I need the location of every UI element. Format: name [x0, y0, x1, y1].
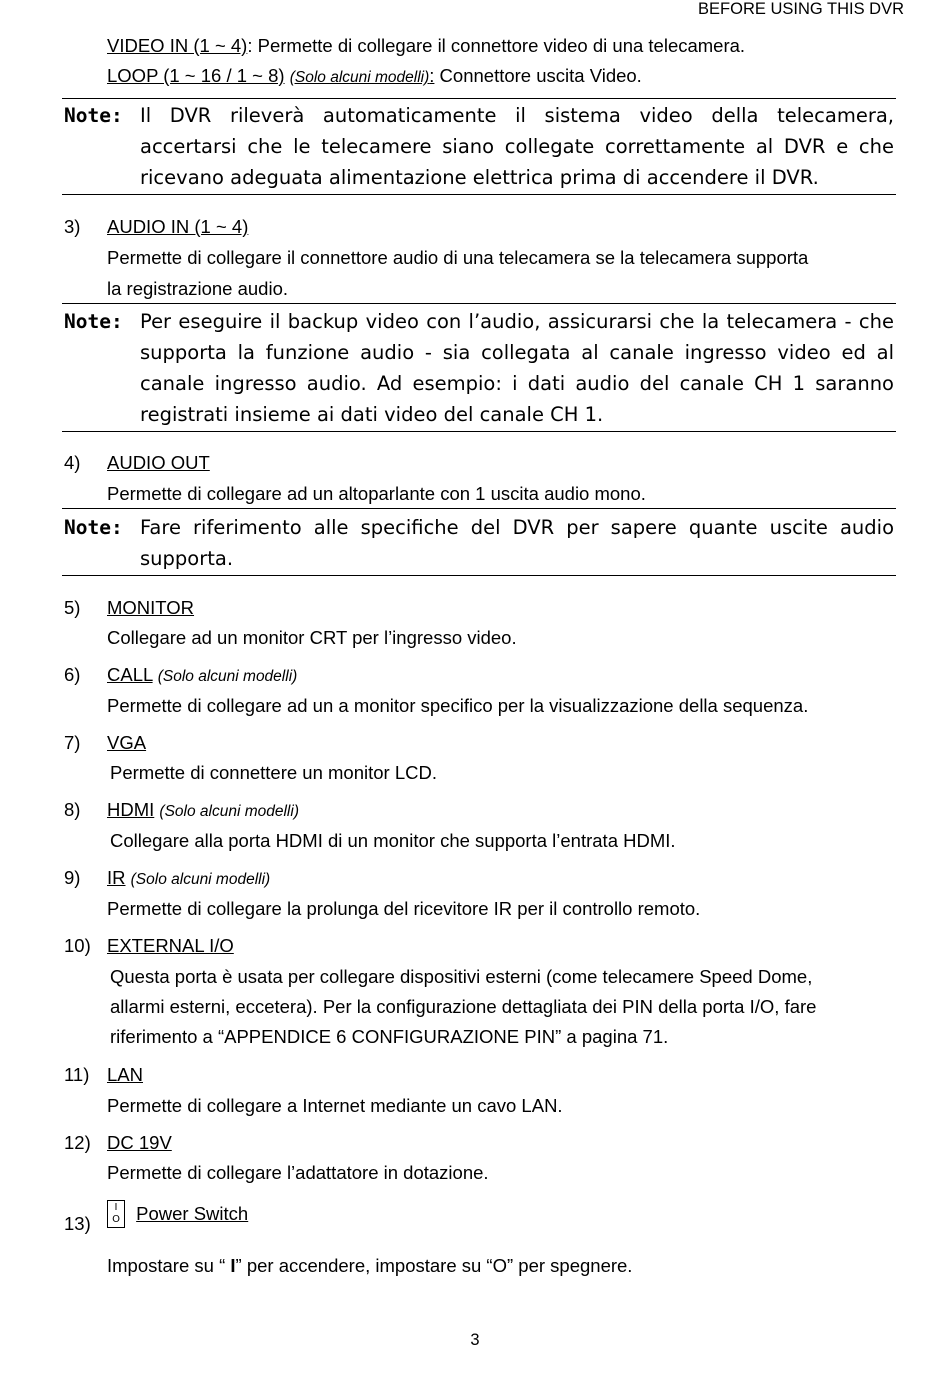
item-13-number: 13) — [64, 1213, 91, 1234]
note-1-label: Note: — [64, 104, 123, 127]
item-11-title: LAN — [107, 1064, 143, 1085]
item-8-line-1: Collegare alla porta HDMI di un monitor che supporta l’entrata HDMI. — [110, 830, 676, 851]
item-10-line-2: allarmi esterni, eccetera). Per la configurazione dettagliata dei PIN della porta I/O, fare — [110, 996, 817, 1017]
note-3-text: Fare riferimento alle specifiche del DVR per sapere quante uscite audio supporta. — [140, 516, 894, 570]
item-13-line-1: Impostare su “ I” per accendere, impostare su “O” per spegnere. — [107, 1255, 633, 1276]
note-1-bottom-rule — [62, 194, 896, 195]
item-7-title: VGA — [107, 732, 147, 753]
item-8-number: 8) — [64, 799, 81, 820]
note-3-label: Note: — [64, 516, 123, 539]
loop-label: LOOP (1 ~ 16 / 1 ~ 8) — [107, 65, 285, 86]
item-3-line-2: la registrazione audio. — [107, 278, 288, 299]
item-5-title: MONITOR — [107, 597, 195, 618]
item-12-number: 12) — [64, 1132, 91, 1153]
switch-on-symbol: I — [230, 1255, 236, 1276]
item-9-heading — [107, 867, 270, 889]
item-6-title: CALL — [107, 664, 153, 685]
item-4-number: 4) — [64, 452, 81, 473]
item-6-model-note: (Solo alcuni modelli) — [157, 668, 298, 685]
item-10-title: EXTERNAL I/O — [107, 935, 234, 956]
note-2-text: Per eseguire il backup video con l’audio, assicurarsi che la telecamera - che supporta la funzione audio - sia collegata al canale ingresso video ed al canale ingresso audio. Ad esempio: i dati audio del canale CH 1 saranno registrati insieme ai dati video del canale CH 1. — [140, 310, 894, 426]
item-10-number: 10) — [64, 935, 91, 956]
item-3-title: AUDIO IN (1 ~ 4) — [107, 216, 249, 237]
page-number: 3 — [470, 1331, 480, 1349]
note-3-bottom-rule — [62, 575, 896, 576]
item-3-line-1: Permette di collegare il connettore audio di una telecamera se la telecamera supporta — [107, 247, 809, 268]
item-6-heading — [107, 664, 297, 686]
note-2-top-rule — [62, 303, 896, 304]
loop-model-note: (Solo alcuni modelli) — [289, 69, 430, 86]
loop-line — [107, 65, 642, 87]
note-1-text: Il DVR rileverà automaticamente il sistema video della telecamera, accertarsi che le telecamere siano collegate correttamente al DVR e che ricevano adeguata alimentazione elettrica prima di accendere il DVR. — [140, 104, 894, 189]
item-12-line-1: Permette di collegare l’adattatore in dotazione. — [107, 1162, 489, 1183]
page-header: BEFORE USING THIS DVR — [698, 0, 904, 18]
item-3-number: 3) — [64, 216, 81, 237]
item-11-number: 11) — [64, 1064, 90, 1085]
item-9-title: IR — [107, 867, 126, 888]
item-8-title: HDMI — [107, 799, 155, 820]
item-5-number: 5) — [64, 597, 81, 618]
loop-colon: : — [429, 65, 435, 86]
note-2-bottom-rule — [62, 431, 896, 432]
item-4-title: AUDIO OUT — [107, 452, 210, 473]
item-8-heading — [107, 799, 299, 821]
item-9-model-note: (Solo alcuni modelli) — [130, 871, 271, 888]
item-6-line-1: Permette di collegare ad un a monitor specifico per la visualizzazione della sequenza. — [107, 695, 809, 716]
loop-text: Connettore uscita Video. — [434, 65, 642, 86]
item-11-line-1: Permette di collegare a Internet mediante un cavo LAN. — [107, 1095, 563, 1116]
item-8-model-note: (Solo alcuni modelli) — [159, 803, 299, 820]
item-6-number: 6) — [64, 664, 81, 685]
video-in-line — [107, 35, 745, 57]
item-9-number: 9) — [64, 867, 81, 888]
item-13-title: Power Switch — [136, 1203, 249, 1224]
note-3-top-rule — [62, 508, 896, 509]
item-4-line-1: Permette di collegare ad un altoparlante con 1 uscita audio mono. — [107, 483, 646, 504]
power-switch-icon: I O — [107, 1200, 125, 1228]
note-1-top-rule — [62, 98, 896, 99]
item-5-line-1: Collegare ad un monitor CRT per l’ingresso video. — [107, 627, 517, 648]
item-9-line-1: Permette di collegare la prolunga del ricevitore IR per il controllo remoto. — [107, 898, 701, 919]
item-10-line-1: Questa porta è usata per collegare dispositivi esterni (come telecamere Speed Dome, — [110, 966, 813, 987]
note-2-label: Note: — [64, 310, 123, 333]
item-7-line-1: Permette di connettere un monitor LCD. — [110, 762, 437, 783]
video-in-label: VIDEO IN (1 ~ 4) — [107, 35, 248, 56]
item-7-number: 7) — [64, 732, 81, 753]
video-in-text: : Permette di collegare il connettore video di una telecamera. — [247, 35, 746, 56]
item-12-title: DC 19V — [107, 1132, 172, 1153]
item-10-line-3: riferimento a “APPENDICE 6 CONFIGURAZIONE PIN” a pagina 71. — [110, 1026, 669, 1047]
item-13-heading — [107, 1200, 248, 1228]
